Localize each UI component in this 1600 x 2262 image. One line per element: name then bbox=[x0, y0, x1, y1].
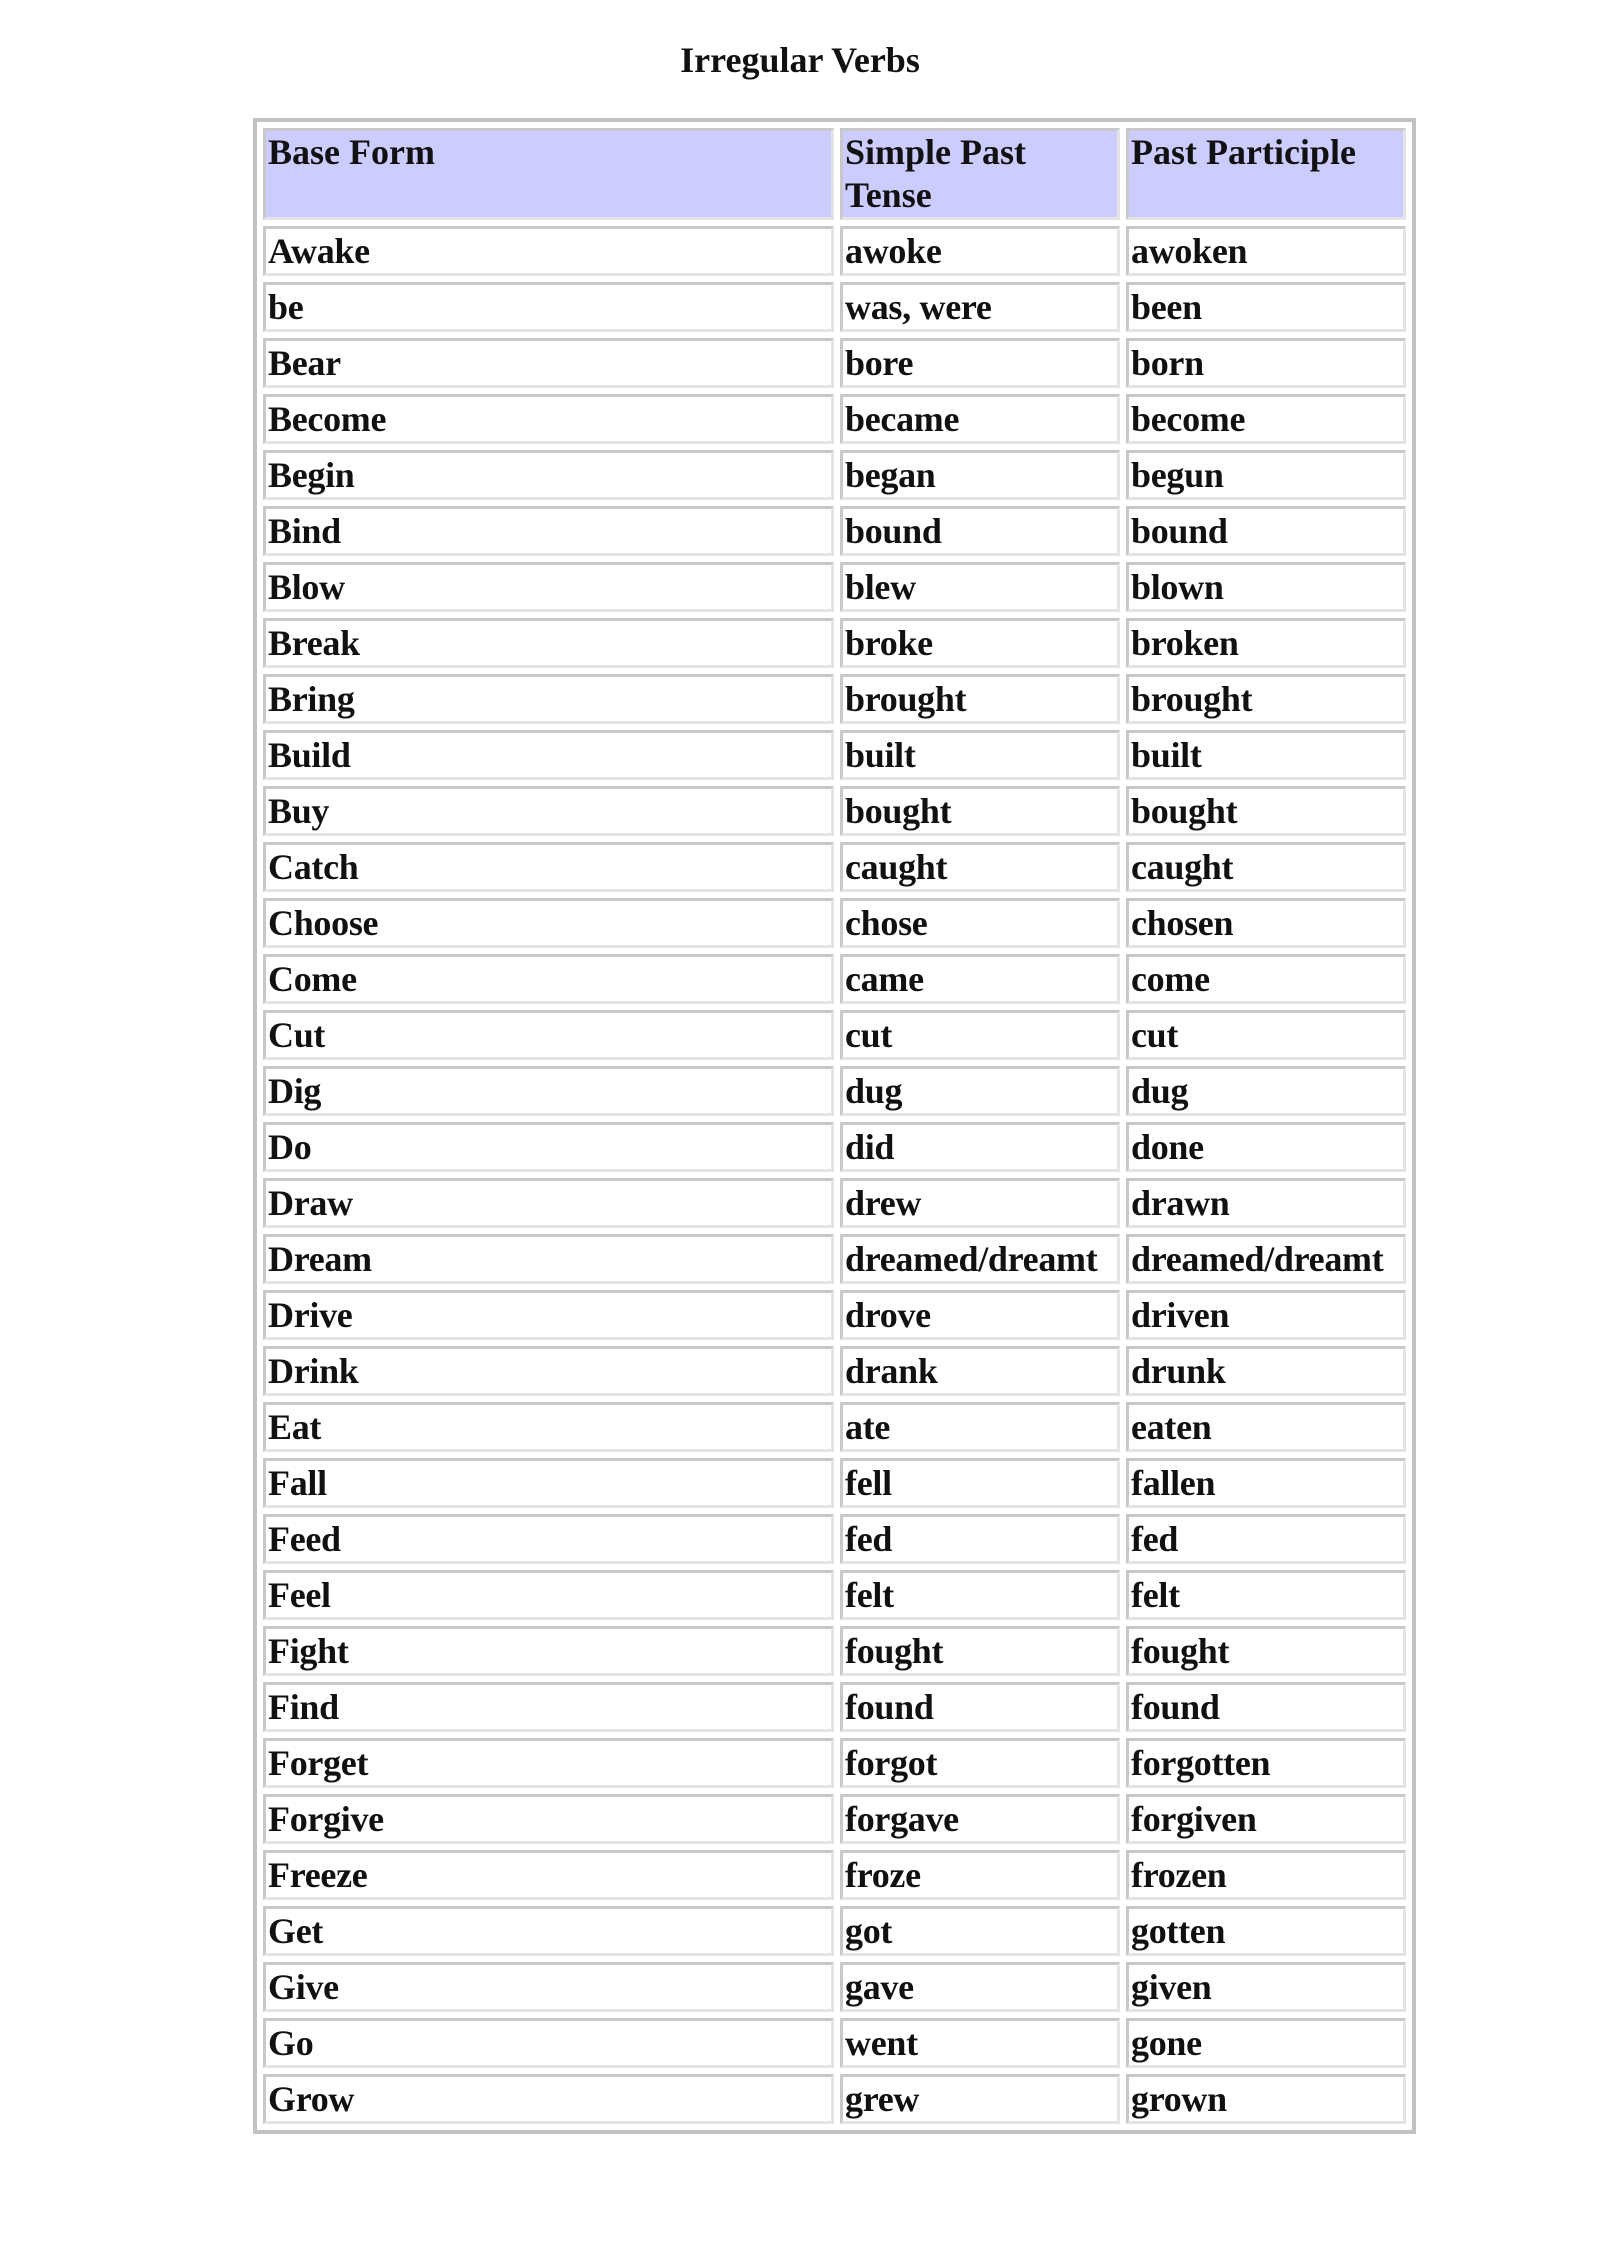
cell-past-participle: bound bbox=[1126, 506, 1406, 556]
cell-simple-past: began bbox=[840, 450, 1120, 500]
cell-simple-past: broke bbox=[840, 618, 1120, 668]
cell-past-participle: been bbox=[1126, 282, 1406, 332]
table-header-row bbox=[263, 128, 1406, 220]
cell-simple-past: was, were bbox=[840, 282, 1120, 332]
table-row bbox=[263, 898, 1406, 948]
table-row bbox=[263, 1794, 1406, 1844]
cell-simple-past: went bbox=[840, 2018, 1120, 2068]
table-row bbox=[263, 2074, 1406, 2124]
cell-simple-past: drew bbox=[840, 1178, 1120, 1228]
table-row bbox=[263, 450, 1406, 500]
cell-simple-past: grew bbox=[840, 2074, 1120, 2124]
cell-base-form: Bind bbox=[263, 506, 834, 556]
cell-simple-past: dug bbox=[840, 1066, 1120, 1116]
cell-base-form: Drink bbox=[263, 1346, 834, 1396]
cell-base-form: Get bbox=[263, 1906, 834, 1956]
cell-past-participle: come bbox=[1126, 954, 1406, 1004]
cell-past-participle: given bbox=[1126, 1962, 1406, 2012]
table-row bbox=[263, 338, 1406, 388]
cell-simple-past: chose bbox=[840, 898, 1120, 948]
cell-past-participle: frozen bbox=[1126, 1850, 1406, 1900]
cell-simple-past: got bbox=[840, 1906, 1120, 1956]
cell-past-participle: done bbox=[1126, 1122, 1406, 1172]
table-body bbox=[263, 226, 1406, 2124]
cell-past-participle: drawn bbox=[1126, 1178, 1406, 1228]
header-past-participle: Past Participle bbox=[1126, 128, 1406, 220]
table-row bbox=[263, 1178, 1406, 1228]
cell-base-form: Break bbox=[263, 618, 834, 668]
table-row bbox=[263, 226, 1406, 276]
table-row bbox=[263, 1570, 1406, 1620]
table-row bbox=[263, 506, 1406, 556]
cell-past-participle: born bbox=[1126, 338, 1406, 388]
cell-past-participle: built bbox=[1126, 730, 1406, 780]
cell-past-participle: chosen bbox=[1126, 898, 1406, 948]
cell-past-participle: fought bbox=[1126, 1626, 1406, 1676]
cell-simple-past: drank bbox=[840, 1346, 1120, 1396]
cell-base-form: Begin bbox=[263, 450, 834, 500]
cell-base-form: Choose bbox=[263, 898, 834, 948]
cell-past-participle: fallen bbox=[1126, 1458, 1406, 1508]
table-row bbox=[263, 730, 1406, 780]
table-row bbox=[263, 1738, 1406, 1788]
cell-base-form: be bbox=[263, 282, 834, 332]
cell-simple-past: drove bbox=[840, 1290, 1120, 1340]
table-row bbox=[263, 1290, 1406, 1340]
cell-simple-past: did bbox=[840, 1122, 1120, 1172]
table-row bbox=[263, 394, 1406, 444]
table-row bbox=[263, 1682, 1406, 1732]
table-row bbox=[263, 1402, 1406, 1452]
cell-past-participle: grown bbox=[1126, 2074, 1406, 2124]
cell-base-form: Build bbox=[263, 730, 834, 780]
cell-simple-past: fell bbox=[840, 1458, 1120, 1508]
table-row bbox=[263, 1514, 1406, 1564]
cell-simple-past: brought bbox=[840, 674, 1120, 724]
cell-past-participle: drunk bbox=[1126, 1346, 1406, 1396]
cell-simple-past: felt bbox=[840, 1570, 1120, 1620]
cell-past-participle: driven bbox=[1126, 1290, 1406, 1340]
table-row bbox=[263, 2018, 1406, 2068]
cell-simple-past: awoke bbox=[840, 226, 1120, 276]
cell-base-form: Go bbox=[263, 2018, 834, 2068]
cell-simple-past: came bbox=[840, 954, 1120, 1004]
cell-past-participle: dreamed/dreamt bbox=[1126, 1234, 1406, 1284]
cell-base-form: Freeze bbox=[263, 1850, 834, 1900]
cell-past-participle: blown bbox=[1126, 562, 1406, 612]
cell-past-participle: felt bbox=[1126, 1570, 1406, 1620]
cell-simple-past: gave bbox=[840, 1962, 1120, 2012]
cell-past-participle: forgiven bbox=[1126, 1794, 1406, 1844]
table-row bbox=[263, 786, 1406, 836]
cell-simple-past: became bbox=[840, 394, 1120, 444]
cell-past-participle: begun bbox=[1126, 450, 1406, 500]
cell-simple-past: forgot bbox=[840, 1738, 1120, 1788]
cell-base-form: Dig bbox=[263, 1066, 834, 1116]
cell-base-form: Awake bbox=[263, 226, 834, 276]
table-row bbox=[263, 1346, 1406, 1396]
cell-base-form: Feel bbox=[263, 1570, 834, 1620]
cell-base-form: Do bbox=[263, 1122, 834, 1172]
cell-past-participle: caught bbox=[1126, 842, 1406, 892]
cell-simple-past: fought bbox=[840, 1626, 1120, 1676]
table-row bbox=[263, 1234, 1406, 1284]
table-row bbox=[263, 1906, 1406, 1956]
cell-simple-past: fed bbox=[840, 1514, 1120, 1564]
cell-base-form: Blow bbox=[263, 562, 834, 612]
header-simple-past-tense: Simple Past Tense bbox=[840, 128, 1120, 220]
cell-base-form: Give bbox=[263, 1962, 834, 2012]
cell-base-form: Forgive bbox=[263, 1794, 834, 1844]
cell-simple-past: dreamed/dreamt bbox=[840, 1234, 1120, 1284]
table-row bbox=[263, 1850, 1406, 1900]
cell-base-form: Become bbox=[263, 394, 834, 444]
cell-base-form: Drive bbox=[263, 1290, 834, 1340]
cell-base-form: Catch bbox=[263, 842, 834, 892]
table-row bbox=[263, 1122, 1406, 1172]
cell-simple-past: found bbox=[840, 1682, 1120, 1732]
cell-past-participle: gone bbox=[1126, 2018, 1406, 2068]
cell-past-participle: awoken bbox=[1126, 226, 1406, 276]
cell-past-participle: bought bbox=[1126, 786, 1406, 836]
cell-base-form: Dream bbox=[263, 1234, 834, 1284]
cell-base-form: Feed bbox=[263, 1514, 834, 1564]
cell-simple-past: built bbox=[840, 730, 1120, 780]
cell-past-participle: dug bbox=[1126, 1066, 1406, 1116]
cell-base-form: Cut bbox=[263, 1010, 834, 1060]
table-row bbox=[263, 1066, 1406, 1116]
cell-base-form: Find bbox=[263, 1682, 834, 1732]
cell-past-participle: broken bbox=[1126, 618, 1406, 668]
cell-simple-past: bought bbox=[840, 786, 1120, 836]
table-row bbox=[263, 954, 1406, 1004]
cell-simple-past: bore bbox=[840, 338, 1120, 388]
cell-base-form: Bear bbox=[263, 338, 834, 388]
cell-base-form: Draw bbox=[263, 1178, 834, 1228]
table-row bbox=[263, 1962, 1406, 2012]
irregular-verbs-table bbox=[253, 118, 1416, 2134]
cell-base-form: Forget bbox=[263, 1738, 834, 1788]
cell-past-participle: fed bbox=[1126, 1514, 1406, 1564]
table-row bbox=[263, 618, 1406, 668]
cell-past-participle: gotten bbox=[1126, 1906, 1406, 1956]
cell-simple-past: blew bbox=[840, 562, 1120, 612]
cell-simple-past: cut bbox=[840, 1010, 1120, 1060]
cell-simple-past: forgave bbox=[840, 1794, 1120, 1844]
table-row bbox=[263, 282, 1406, 332]
table-row bbox=[263, 1458, 1406, 1508]
cell-base-form: Come bbox=[263, 954, 834, 1004]
cell-base-form: Buy bbox=[263, 786, 834, 836]
cell-past-participle: become bbox=[1126, 394, 1406, 444]
table-row bbox=[263, 1010, 1406, 1060]
cell-past-participle: eaten bbox=[1126, 1402, 1406, 1452]
table-row bbox=[263, 674, 1406, 724]
table-row bbox=[263, 842, 1406, 892]
cell-base-form: Fall bbox=[263, 1458, 834, 1508]
page-title: Irregular Verbs bbox=[680, 40, 920, 80]
cell-simple-past: froze bbox=[840, 1850, 1120, 1900]
cell-base-form: Fight bbox=[263, 1626, 834, 1676]
cell-past-participle: forgotten bbox=[1126, 1738, 1406, 1788]
cell-past-participle: found bbox=[1126, 1682, 1406, 1732]
header-base-form: Base Form bbox=[263, 128, 834, 220]
cell-base-form: Eat bbox=[263, 1402, 834, 1452]
cell-past-participle: brought bbox=[1126, 674, 1406, 724]
cell-simple-past: caught bbox=[840, 842, 1120, 892]
cell-simple-past: ate bbox=[840, 1402, 1120, 1452]
cell-simple-past: bound bbox=[840, 506, 1120, 556]
cell-base-form: Grow bbox=[263, 2074, 834, 2124]
cell-base-form: Bring bbox=[263, 674, 834, 724]
cell-past-participle: cut bbox=[1126, 1010, 1406, 1060]
table-row bbox=[263, 1626, 1406, 1676]
table-row bbox=[263, 562, 1406, 612]
